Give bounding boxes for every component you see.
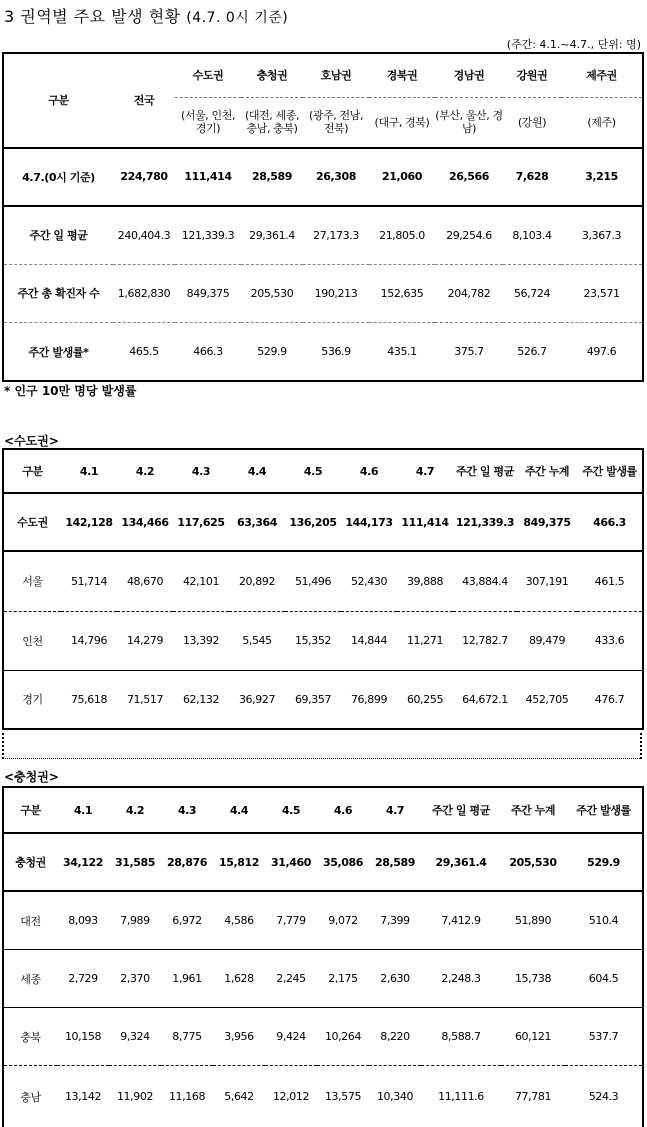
region-sub: (대전, 세종, 충남, 충북) <box>241 97 303 147</box>
header-cell: 4.4 <box>229 449 285 493</box>
cell: 29,361.4 <box>421 833 501 891</box>
cell: 433.6 <box>577 611 643 670</box>
table-row <box>3 833 643 891</box>
header-cell: 4.6 <box>341 449 397 493</box>
header-cell: 주간 발생률 <box>565 787 643 833</box>
cell: 5,545 <box>229 611 285 670</box>
cell: 461.5 <box>577 551 643 611</box>
cell: 2,370 <box>109 949 161 1007</box>
cell: 11,168 <box>168 1090 206 1104</box>
cell: 76,899 <box>350 692 388 706</box>
cell: 23,571 <box>561 264 643 322</box>
cell: 56,724 <box>503 264 561 322</box>
cell: 51,496 <box>285 551 341 611</box>
cell: 29,361.4 <box>241 206 303 264</box>
cell: 60,255 <box>406 692 444 706</box>
title-main: 3 권역별 주요 발생 현황 <box>4 7 181 26</box>
cell: 3,367.3 <box>561 206 643 264</box>
header-cell: 구분 <box>3 449 61 493</box>
table-row <box>3 264 643 322</box>
cell: 62,132 <box>182 692 220 706</box>
header-cell: 4.1 <box>57 787 109 833</box>
cell: 529.9 <box>565 833 643 891</box>
cell: 8,775 <box>161 1008 213 1066</box>
cell: 240,404.3 <box>113 206 175 264</box>
row-label: 4.7.(0시 기준) <box>3 148 113 206</box>
sudo-table <box>2 448 644 730</box>
header-cell: 4.7 <box>369 787 421 833</box>
cell: 13,575 <box>324 1090 362 1104</box>
cell: 34,122 <box>57 833 109 891</box>
table-row <box>3 323 643 381</box>
header-cell: 4.2 <box>109 787 161 833</box>
cell: 8,103.4 <box>503 206 561 264</box>
cell: 36,927 <box>238 692 276 706</box>
header-cell: 4.3 <box>161 787 213 833</box>
cell: 14,844 <box>341 611 397 670</box>
header-cell: 4.1 <box>61 449 117 493</box>
cell: 14,279 <box>117 611 173 670</box>
header-cell: 4.5 <box>265 787 317 833</box>
cell: 524.3 <box>588 1090 619 1104</box>
row-label: 주간 발생률* <box>28 345 89 359</box>
cell: 452,705 <box>525 692 569 706</box>
cell: 9,424 <box>265 1008 317 1066</box>
region-sub: (강원) <box>503 97 561 147</box>
cell: 476.7 <box>594 692 625 706</box>
cell: 4,586 <box>213 891 265 949</box>
cell: 26,308 <box>303 148 369 206</box>
row-label: 서울 <box>3 551 61 611</box>
region-sub: (제주) <box>561 97 643 147</box>
region-sub: (광주, 전남, 전북) <box>303 97 369 147</box>
cell: 51,714 <box>61 551 117 611</box>
cell: 1,682,830 <box>113 264 175 322</box>
unit-note: (주간: 4.1.~4.7., 단위: 명) <box>506 38 641 51</box>
cell: 849,375 <box>517 493 577 551</box>
cell: 3,215 <box>561 148 643 206</box>
header-cell: 주간 일 평균 <box>453 449 517 493</box>
cell: 31,460 <box>265 833 317 891</box>
cell: 28,589 <box>241 148 303 206</box>
cell: 27,173.3 <box>303 206 369 264</box>
title-sub: (4.7. 0시 기준) <box>186 10 289 26</box>
table-row <box>3 949 643 1007</box>
region-name: 경북권 <box>369 53 435 97</box>
cell: 510.4 <box>565 891 643 949</box>
header-row <box>3 787 643 833</box>
cell: 63,364 <box>229 493 285 551</box>
cell: 71,517 <box>126 692 164 706</box>
cell: 13,392 <box>173 611 229 670</box>
cell: 69,357 <box>294 692 332 706</box>
header-cell: 4.4 <box>213 787 265 833</box>
region-name: 호남권 <box>303 53 369 97</box>
footnote: * 인구 10만 명당 발생률 <box>4 384 137 398</box>
cell: 8,220 <box>369 1008 421 1066</box>
cell: 64,672.1 <box>462 692 508 706</box>
cell: 52,430 <box>341 551 397 611</box>
cell: 5,642 <box>224 1090 254 1104</box>
cell: 43,884.4 <box>453 551 517 611</box>
cell: 2,175 <box>317 949 369 1007</box>
cell: 12,782.7 <box>453 611 517 670</box>
table-row <box>3 611 643 670</box>
cell: 21,060 <box>369 148 435 206</box>
cell: 14,796 <box>61 611 117 670</box>
region-sub: (부산, 울산, 경남) <box>435 97 503 147</box>
cell: 15,738 <box>501 949 565 1007</box>
cell: 11,902 <box>116 1090 154 1104</box>
header-cell: 4.7 <box>397 449 453 493</box>
region-name: 충청권 <box>241 53 303 97</box>
cell: 121,339.3 <box>453 493 517 551</box>
cell: 11,271 <box>397 611 453 670</box>
cell: 35,086 <box>317 833 369 891</box>
table-row <box>3 493 643 551</box>
table-row <box>3 891 643 949</box>
row-label: 수도권 <box>3 493 61 551</box>
table-row <box>3 551 643 611</box>
cell: 466.3 <box>193 345 223 359</box>
chung-section-label: <충청권> <box>4 770 59 784</box>
cell: 20,892 <box>229 551 285 611</box>
header-row <box>3 449 643 493</box>
cell: 6,972 <box>161 891 213 949</box>
cell: 111,414 <box>175 148 241 206</box>
cell: 51,890 <box>501 891 565 949</box>
row-label: 충남 <box>20 1090 41 1104</box>
cell: 190,213 <box>303 264 369 322</box>
cell: 1,628 <box>213 949 265 1007</box>
row-label: 주간 총 확진자 수 <box>3 264 113 322</box>
cell: 75,618 <box>70 692 108 706</box>
table-row <box>3 148 643 206</box>
row-label: 인천 <box>3 611 61 670</box>
row-label: 주간 일 평균 <box>3 206 113 264</box>
cell: 7,412.9 <box>421 891 501 949</box>
cell: 11,111.6 <box>438 1090 484 1104</box>
cell: 152,635 <box>369 264 435 322</box>
header-cell: 4.5 <box>285 449 341 493</box>
cell: 1,961 <box>161 949 213 1007</box>
cell: 3,956 <box>213 1008 265 1066</box>
row-label: 세종 <box>3 949 57 1007</box>
cell: 89,479 <box>517 611 577 670</box>
row-label: 경기 <box>22 693 43 707</box>
cell: 8,093 <box>57 891 109 949</box>
header-cell: 4.6 <box>317 787 369 833</box>
cell: 375.7 <box>454 345 484 359</box>
cell: 7,399 <box>369 891 421 949</box>
sudo-section-label: <수도권> <box>4 434 59 448</box>
region-sub: (대구, 경북) <box>369 97 435 147</box>
cell: 307,191 <box>517 551 577 611</box>
cell: 15,812 <box>213 833 265 891</box>
cell: 21,805.0 <box>369 206 435 264</box>
cell: 136,205 <box>285 493 341 551</box>
cell: 12,012 <box>272 1090 310 1104</box>
cell: 29,254.6 <box>435 206 503 264</box>
cell: 435.1 <box>387 345 417 359</box>
region-name: 제주권 <box>561 53 643 97</box>
corner-header: 구분 <box>3 53 113 148</box>
cell: 2,630 <box>369 949 421 1007</box>
row-label: 대전 <box>3 891 57 949</box>
cell: 604.5 <box>565 949 643 1007</box>
table-row <box>3 670 643 729</box>
cell: 537.7 <box>565 1008 643 1066</box>
cell: 466.3 <box>577 493 643 551</box>
cell: 13,142 <box>64 1090 102 1104</box>
cell: 134,466 <box>117 493 173 551</box>
regional-summary-table <box>2 52 644 382</box>
cell: 48,670 <box>117 551 173 611</box>
header-cell: 주간 발생률 <box>577 449 643 493</box>
section-title <box>4 4 288 27</box>
cell: 224,780 <box>113 148 175 206</box>
cell: 8,588.7 <box>421 1008 501 1066</box>
row-label: 충북 <box>3 1008 57 1066</box>
nation-header: 전국 <box>113 53 175 148</box>
cell: 121,339.3 <box>175 206 241 264</box>
cell: 77,781 <box>514 1090 552 1104</box>
cell: 7,628 <box>503 148 561 206</box>
header-cell: 4.2 <box>117 449 173 493</box>
cell: 7,989 <box>109 891 161 949</box>
cell: 28,589 <box>369 833 421 891</box>
cell: 144,173 <box>341 493 397 551</box>
empty-dotted-row <box>2 728 642 759</box>
cell: 205,530 <box>241 264 303 322</box>
chung-table <box>2 786 644 1127</box>
cell: 205,530 <box>501 833 565 891</box>
cell: 204,782 <box>435 264 503 322</box>
header-cell: 구분 <box>3 787 57 833</box>
cell: 9,324 <box>109 1008 161 1066</box>
region-name: 수도권 <box>175 53 241 97</box>
cell: 849,375 <box>175 264 241 322</box>
cell: 111,414 <box>397 493 453 551</box>
cell: 28,876 <box>161 833 213 891</box>
region-name: 강원권 <box>503 53 561 97</box>
table-row <box>3 206 643 264</box>
cell: 39,888 <box>397 551 453 611</box>
row-label: 충청권 <box>3 833 57 891</box>
table-row <box>3 1008 643 1066</box>
cell: 10,340 <box>376 1090 414 1104</box>
cell: 9,072 <box>317 891 369 949</box>
header-cell: 4.3 <box>173 449 229 493</box>
cell: 26,566 <box>435 148 503 206</box>
cell: 10,264 <box>317 1008 369 1066</box>
header-cell: 주간 일 평균 <box>421 787 501 833</box>
cell: 465.5 <box>129 345 159 359</box>
cell: 15,352 <box>285 611 341 670</box>
cell: 2,729 <box>57 949 109 1007</box>
region-sub: (서울, 인천, 경기) <box>175 97 241 147</box>
header-cell: 주간 누계 <box>517 449 577 493</box>
cell: 10,158 <box>57 1008 109 1066</box>
cell: 497.6 <box>586 345 617 359</box>
cell: 117,625 <box>173 493 229 551</box>
cell: 526.7 <box>517 345 547 359</box>
cell: 536.9 <box>321 345 351 359</box>
region-name: 경남권 <box>435 53 503 97</box>
cell: 60,121 <box>501 1008 565 1066</box>
cell: 2,245 <box>265 949 317 1007</box>
cell: 142,128 <box>61 493 117 551</box>
cell: 2,248.3 <box>421 949 501 1007</box>
cell: 42,101 <box>173 551 229 611</box>
table-row <box>3 1066 643 1127</box>
cell: 7,779 <box>265 891 317 949</box>
cell: 31,585 <box>109 833 161 891</box>
header-cell: 주간 누계 <box>501 787 565 833</box>
cell: 529.9 <box>257 345 287 359</box>
